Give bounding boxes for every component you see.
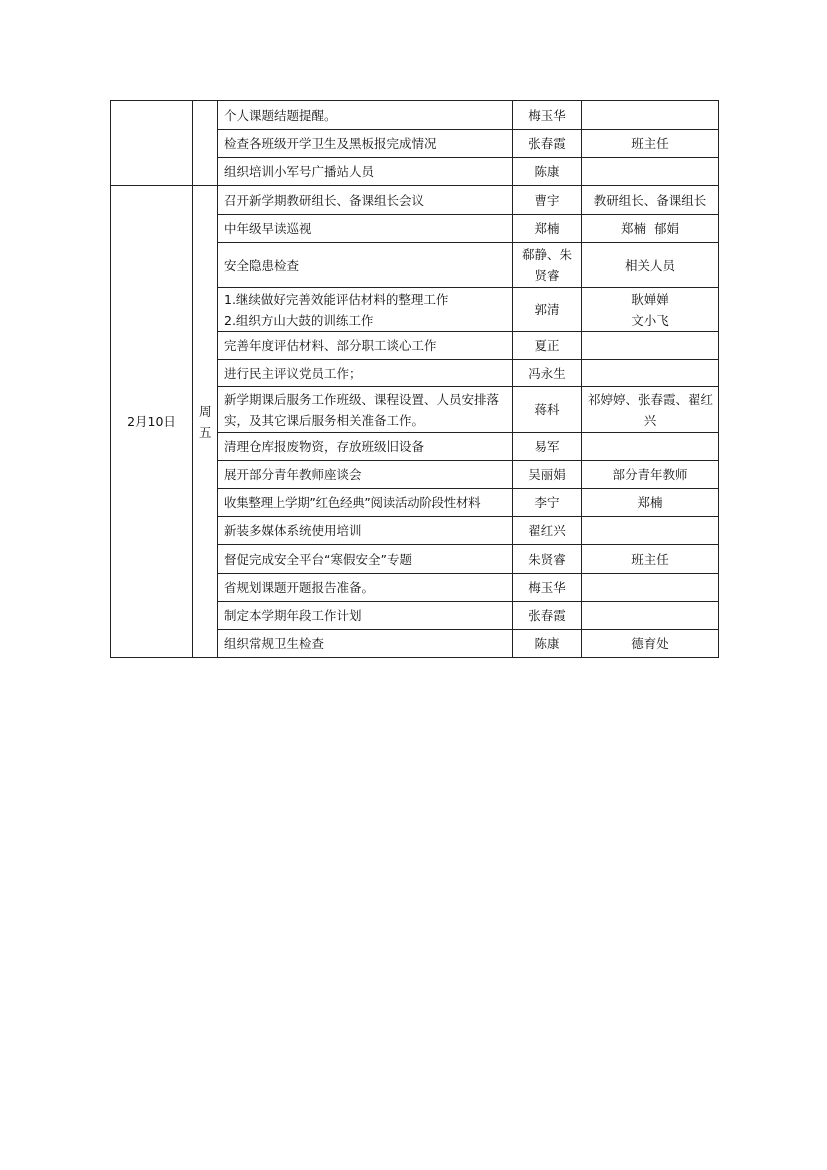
assist-cell: [582, 433, 719, 461]
day-cell-prev: [193, 101, 218, 186]
assist-cell: [582, 186, 719, 215]
task-text: 新学期课后服务工作班级、课程设置、人员安排落: [224, 391, 500, 407]
assist-text: 班主任: [631, 551, 669, 567]
assist-text: 兴: [643, 412, 657, 428]
assist-cell: [582, 517, 719, 545]
owner-text: 曹宇: [534, 192, 560, 208]
owner-cell: [513, 215, 582, 243]
task-text: 展开部分青年教师座谈会: [224, 467, 362, 482]
owner-text: 张春霞: [528, 136, 566, 151]
owner-cell: [513, 630, 582, 658]
task-text: 收集整理上学期”红色经典”阅读活动阶段性材料: [224, 495, 481, 510]
owner-cell: [513, 602, 582, 630]
owner-text: 郑楠: [534, 221, 560, 236]
owner-text: 夏正: [534, 338, 560, 353]
task-text: 清理仓库报废物资，存放班级旧设备: [224, 439, 425, 454]
task-text: 新装多媒体系统使用培训: [224, 523, 362, 538]
owner-cell: [513, 574, 582, 602]
owner-text: 翟红兴: [528, 523, 566, 538]
task-cell: [218, 158, 513, 186]
assist-cell: [582, 602, 719, 630]
weekday-cell: [193, 186, 218, 658]
task-cell: [218, 574, 513, 602]
owner-text: 陈康: [534, 164, 560, 179]
owner-cell: [513, 387, 582, 433]
owner-text: 贤睿: [534, 268, 560, 283]
owner-text: 郗静、朱: [521, 247, 572, 262]
task-cell: [218, 517, 513, 545]
task-text: 检查各班级开学卫生及黑板报完成情况: [224, 136, 437, 151]
task-text: 进行民主评议党员工作；: [224, 365, 362, 381]
owner-cell: [513, 186, 582, 215]
owner-text: 陈康: [534, 636, 560, 651]
owner-cell: [513, 288, 582, 332]
task-cell: [218, 461, 513, 489]
task-text: 中年级早读巡视: [224, 221, 312, 236]
task-cell: [218, 130, 513, 158]
task-cell: [218, 545, 513, 574]
task-cell: [218, 387, 513, 433]
weekday-char: 五: [199, 424, 212, 440]
table-row: [111, 186, 719, 215]
task-text: 安全隐患检查: [224, 257, 300, 273]
assist-cell: [582, 158, 719, 186]
task-text: 督促完成安全平台“寒假安全”专题: [224, 551, 412, 567]
date-text: 2月10日: [127, 414, 176, 429]
task-cell: [218, 630, 513, 658]
owner-text: 李宁: [534, 495, 560, 510]
assist-text: 教研组长、备课组长: [593, 192, 707, 208]
task-text: 个人课题结题提醒。: [224, 107, 337, 123]
assist-cell: [582, 215, 719, 243]
task-text: 2.组织方山大鼓的训练工作: [224, 312, 374, 328]
owner-cell: [513, 243, 582, 288]
task-cell: [218, 602, 513, 630]
task-cell: [218, 489, 513, 517]
assist-cell: [582, 243, 719, 288]
task-text: 完善年度评估材料、部分职工谈心工作: [224, 338, 437, 353]
schedule-body: [111, 101, 719, 658]
task-text: 1.继续做好完善效能评估材料的整理工作: [224, 291, 449, 307]
assist-text: 德育处: [631, 636, 669, 651]
assist-text: 班主任: [631, 136, 669, 151]
owner-text: 梅玉华: [528, 580, 566, 595]
task-cell: [218, 288, 513, 332]
owner-text: 梅玉华: [528, 107, 566, 123]
owner-cell: [513, 489, 582, 517]
assist-cell: [582, 574, 719, 602]
owner-cell: [513, 332, 582, 360]
owner-cell: [513, 158, 582, 186]
owner-cell: [513, 517, 582, 545]
assist-cell: [582, 101, 719, 130]
task-cell: [218, 360, 513, 387]
task-cell: [218, 332, 513, 360]
owner-cell: [513, 101, 582, 130]
owner-text: 冯永生: [528, 365, 566, 381]
assist-cell: [582, 360, 719, 387]
assist-cell: [582, 630, 719, 658]
assist-cell: [582, 545, 719, 574]
task-cell: [218, 433, 513, 461]
schedule-table: [110, 100, 719, 658]
owner-cell: [513, 433, 582, 461]
assist-text: 相关人员: [624, 257, 675, 273]
assist-cell: [582, 387, 719, 433]
owner-text: 蒋科: [534, 402, 560, 417]
date-cell-prev: [111, 101, 193, 186]
task-text: 组织培训小军号广播站人员: [224, 164, 375, 179]
owner-text: 易军: [534, 439, 560, 454]
task-cell: [218, 215, 513, 243]
assist-text: 文小飞: [631, 312, 669, 328]
owner-text: 吴丽娟: [528, 467, 566, 482]
assist-text: 祁婷婷、张春霞、翟红: [588, 391, 714, 407]
owner-cell: [513, 545, 582, 574]
task-text: 省规划课题开题报告准备。: [224, 580, 375, 595]
date-cell: [111, 186, 193, 658]
assist-cell: [582, 332, 719, 360]
owner-cell: [513, 130, 582, 158]
task-cell: [218, 243, 513, 288]
assist-cell: [582, 130, 719, 158]
task-cell: [218, 186, 513, 215]
assist-text: 郑楠 郁娟: [621, 221, 679, 236]
task-text: 制定本学期年段工作计划: [224, 608, 362, 623]
task-text: 召开新学期教研组长、备课组长会议: [224, 192, 425, 208]
table-row: [111, 101, 719, 130]
assist-text: 耿婵婵: [631, 291, 669, 307]
owner-cell: [513, 360, 582, 387]
owner-text: 朱贤睿: [528, 551, 566, 567]
assist-cell: [582, 461, 719, 489]
task-text: 组织常规卫生检查: [224, 636, 325, 651]
assist-cell: [582, 489, 719, 517]
owner-cell: [513, 461, 582, 489]
weekday-char: 周: [199, 403, 212, 419]
assist-text: 部分青年教师: [612, 467, 688, 482]
task-text: 实，及其它课后服务相关准备工作。: [224, 412, 425, 428]
owner-text: 张春霞: [528, 608, 566, 623]
assist-cell: [582, 288, 719, 332]
task-cell: [218, 101, 513, 130]
owner-text: 郭清: [534, 302, 560, 317]
assist-text: 郑楠: [637, 495, 663, 510]
